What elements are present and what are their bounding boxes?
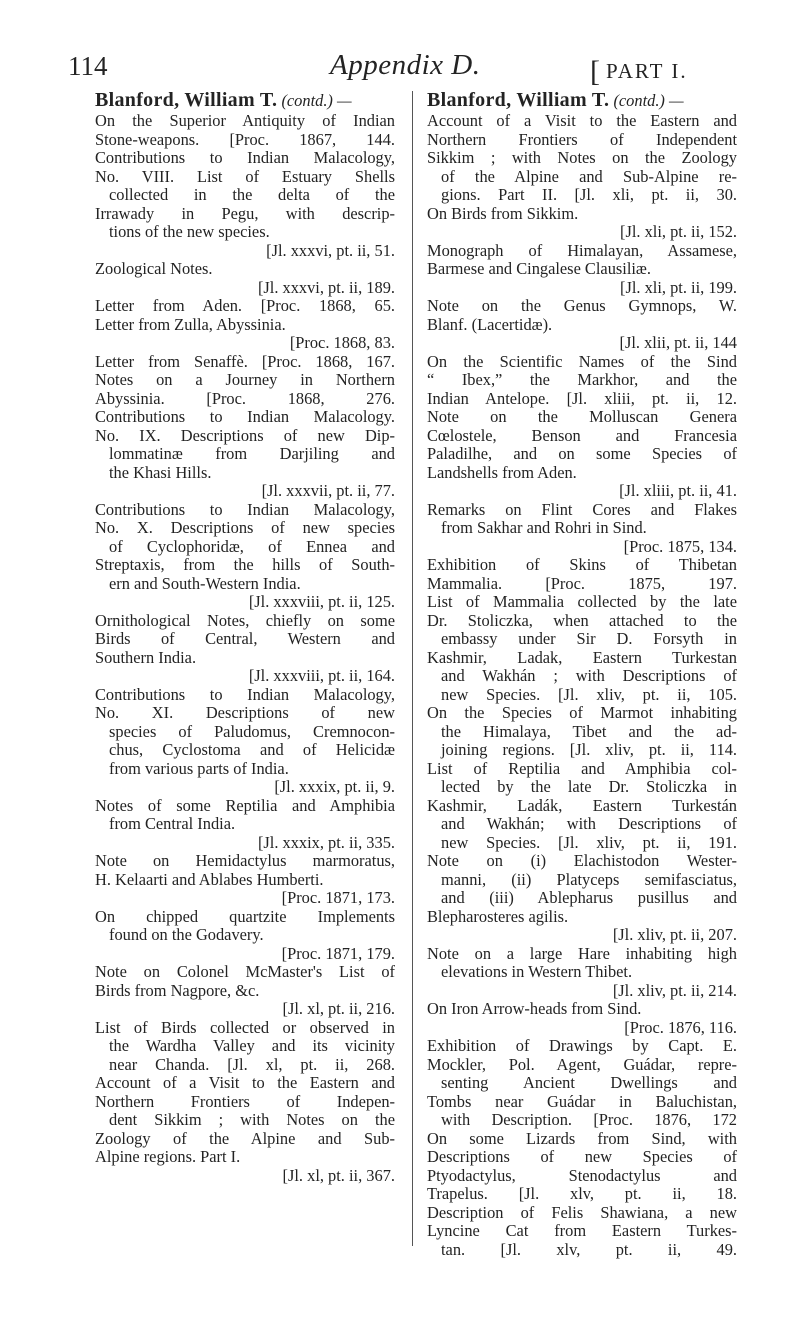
citation-line: [Jl. xliii, pt. ii, 41. xyxy=(619,481,737,500)
entry-line: Barmese and Cingalese Clausiliæ. xyxy=(427,259,651,278)
entry-line: List of Mammalia collected by the late xyxy=(427,592,737,611)
entry-line: near Chanda. [Jl. xl, pt. ii, 268. xyxy=(109,1054,395,1074)
entry-line: Letter from Zulla, Abyssinia. xyxy=(95,314,286,334)
entry-line: Monograph of Himalayan, Assamese, xyxy=(427,240,737,260)
citation-line: [Jl. xli, pt. ii, 199. xyxy=(619,277,737,297)
citation-line: [Jl. xxxviii, pt. ii, 125. xyxy=(248,592,395,611)
part-marker xyxy=(590,52,688,86)
entry-line: new Species. [Jl. xliv, pt. ii, 191. xyxy=(441,832,737,852)
entry-line: No. IX. Descriptions of new Dip- xyxy=(95,425,395,445)
entry-line: Exhibition of Skins of Thibetan xyxy=(427,555,737,574)
entry-line: and Wakhán ; with Descriptions of xyxy=(441,666,737,685)
entry-line: of Cyclophoridæ, of Ennea and xyxy=(109,536,395,556)
entry-line: Blanf. (Lacertidæ). xyxy=(427,314,553,334)
entry-line: Ptyodactylus, Stenodactylus and xyxy=(427,1165,737,1185)
citation-line: [Jl. xl, pt. ii, 367. xyxy=(282,1165,395,1185)
entry-line: Dr. Stoliczka, when attached to the xyxy=(427,610,737,630)
entry-line: Notes on a Journey in Northern xyxy=(95,370,395,389)
right-author-heading xyxy=(427,88,737,112)
entry-line: of the Alpine and Sub-Alpine re- xyxy=(441,166,737,186)
citation-line: [Jl. xli, pt. ii, 152. xyxy=(619,222,737,241)
entry-line: Zoology of the Alpine and Sub- xyxy=(95,1128,395,1148)
entry-line: On the Scientific Names of the Sind xyxy=(427,351,737,371)
entry-line: Alpine regions. Part I. xyxy=(95,1147,241,1166)
author-name: Blanford, William T. xyxy=(427,89,610,111)
entry-line: Note on the Genus Gymnops, W. xyxy=(427,296,737,315)
citation-line: [Jl. xlii, pt. ii, 144 xyxy=(619,333,737,352)
entry-line: Tombs near Guádar in Baluchistan, xyxy=(427,1091,737,1111)
entry-line: with Description. [Proc. 1876, 172 xyxy=(441,1110,737,1129)
entry-line: Contributions to Indian Malacology. xyxy=(95,407,395,426)
entry-line: No. VIII. List of Estuary Shells xyxy=(95,166,395,186)
left-author-heading xyxy=(95,88,395,112)
running-title: Appendix D. xyxy=(330,49,481,81)
entry-line: Birds of Central, Western and xyxy=(95,629,395,648)
entry-line: Paladilhe, and on some Species of xyxy=(427,444,737,463)
entry-line: Exhibition of Drawings by Capt. E. xyxy=(427,1036,737,1055)
author-name: Blanford, William T. xyxy=(95,89,278,111)
citation-line: [Jl. xxxvii, pt. ii, 77. xyxy=(261,481,395,500)
citation-line: [Jl. xxxvi, pt. ii, 189. xyxy=(257,277,395,297)
entry-line: Note on a large Hare inhabiting high xyxy=(427,943,737,963)
entry-line: Northern Frontiers of Independent xyxy=(427,129,737,149)
entry-line: Note on Colonel McMaster's List of xyxy=(95,962,395,981)
entry-line: tions of the new species. xyxy=(109,222,270,241)
entry-line: new Species. [Jl. xliv, pt. ii, 105. xyxy=(441,684,737,704)
entry-line: Cœlostele, Benson and Francesia xyxy=(427,425,737,445)
entry-line: Irrawady in Pegu, with descrip- xyxy=(95,203,395,223)
entry-line: Northern Frontiers of Indepen- xyxy=(95,1091,395,1111)
entry-line: Abyssinia. [Proc. 1868, 276. xyxy=(95,388,395,408)
entry-line: chus, Cyclostoma and of Helicidæ xyxy=(109,740,395,759)
citation-line: [Proc. 1875, 134. xyxy=(623,536,737,556)
entry-line: Indian Antelope. [Jl. xliii, pt. ii, 12. xyxy=(427,388,737,408)
entry-line: manni, (ii) Platyceps semifasciatus, xyxy=(441,869,737,889)
entry-line: On chipped quartzite Implements xyxy=(95,906,395,926)
entry-line: Contributions to Indian Malacology, xyxy=(95,499,395,519)
entry-line: ern and South-Western India. xyxy=(109,573,301,593)
entry-line: On the Superior Antiquity of Indian xyxy=(95,111,395,130)
column-divider xyxy=(412,91,413,1246)
citation-line: [Proc. 1868, 83. xyxy=(289,333,395,352)
contd-label: (contd.) — xyxy=(281,91,352,110)
entry-line: Ornithological Notes, chiefly on some xyxy=(95,610,395,630)
entry-line: Mockler, Pol. Agent, Guádar, repre- xyxy=(427,1054,737,1074)
entry-line: elevations in Western Thibet. xyxy=(441,962,633,981)
part-bracket: [ xyxy=(590,55,602,88)
citation-line: [Jl. xxxviii, pt. ii, 164. xyxy=(248,666,395,685)
entry-line: Kashmir, Ladak, Eastern Turkestan xyxy=(427,647,737,667)
entry-line: On some Lizards from Sind, with xyxy=(427,1128,737,1148)
right-entries xyxy=(427,112,737,1259)
entry-line: On the Species of Marmot inhabiting xyxy=(427,703,737,722)
citation-line: [Jl. xxxix, pt. ii, 335. xyxy=(257,832,395,852)
citation-line: [Jl. xliv, pt. ii, 207. xyxy=(612,925,737,944)
entry-line: species of Paludomus, Cremnocon- xyxy=(109,721,395,741)
entry-line: H. Kelaarti and Ablabes Humberti. xyxy=(95,869,324,889)
entry-line: On Iron Arrow-heads from Sind. xyxy=(427,999,642,1018)
entry-line: Southern India. xyxy=(95,647,197,667)
entry-line: Stone-weapons. [Proc. 1867, 144. xyxy=(95,129,395,149)
entry-line: Note on the Molluscan Genera xyxy=(427,407,737,426)
entry-line: List of Birds collected or observed in xyxy=(95,1017,395,1037)
entry-line: Remarks on Flint Cores and Flakes xyxy=(427,499,737,519)
entry-line: Sikkim ; with Notes on the Zoology xyxy=(427,148,737,167)
entry-line: No. X. Descriptions of new species xyxy=(95,518,395,537)
citation-line: [Jl. xl, pt. ii, 216. xyxy=(282,999,395,1018)
citation-line: [Jl. xliv, pt. ii, 214. xyxy=(612,980,737,1000)
entry-line: Trapelus. [Jl. xlv, pt. ii, 18. xyxy=(427,1184,737,1203)
entry-line: Note on (i) Elachistodon Wester- xyxy=(427,851,737,870)
entry-line: Zoological Notes. xyxy=(95,259,213,278)
entry-line: from Central India. xyxy=(109,814,236,833)
entry-line: Birds from Nagpore, &c. xyxy=(95,980,260,1000)
page-header xyxy=(0,0,800,90)
entry-line: List of Reptilia and Amphibia col- xyxy=(427,758,737,778)
entry-line: gions. Part II. [Jl. xli, pt. ii, 30. xyxy=(441,185,737,204)
entry-line: Blepharosteres agilis. xyxy=(427,906,569,926)
entry-line: the Himalaya, Tibet and the ad- xyxy=(441,721,737,741)
entry-line: lected by the late Dr. Stoliczka in xyxy=(441,777,737,796)
entry-line: Contributions to Indian Malacology, xyxy=(95,148,395,167)
left-entries xyxy=(95,112,395,1185)
entry-line: lommatinæ from Darjiling and xyxy=(109,444,395,463)
citation-line: [Jl. xxxvi, pt. ii, 51. xyxy=(266,240,395,260)
left-column xyxy=(95,88,395,1185)
citation-line: [Proc. 1871, 179. xyxy=(281,943,395,963)
entry-line: Note on Hemidactylus marmoratus, xyxy=(95,851,395,870)
entry-line: Contributions to Indian Malacology, xyxy=(95,684,395,704)
entry-line: and Wakhán; with Descriptions of xyxy=(441,814,737,833)
entry-line: from various parts of India. xyxy=(109,758,289,778)
entry-line: Kashmir, Ladák, Eastern Turkestán xyxy=(427,795,737,815)
entry-line: On Birds from Sikkim. xyxy=(427,203,579,223)
citation-line: [Proc. 1876, 116. xyxy=(624,1017,737,1037)
entry-line: Description of Felis Shawiana, a new xyxy=(427,1202,737,1222)
entry-line: senting Ancient Dwellings and xyxy=(441,1073,737,1092)
entry-line: embassy under Sir D. Forsyth in xyxy=(441,629,737,648)
entry-line: Landshells from Aden. xyxy=(427,462,577,482)
entry-line: collected in the delta of the xyxy=(109,185,395,204)
entry-line: found on the Godavery. xyxy=(109,925,264,944)
entry-line: the Khasi Hills. xyxy=(109,462,212,482)
entry-line: No. XI. Descriptions of new xyxy=(95,703,395,722)
page-number: 114 xyxy=(68,51,108,81)
entry-line: Letter from Aden. [Proc. 1868, 65. xyxy=(95,296,395,315)
entry-line: Streptaxis, from the hills of South- xyxy=(95,555,395,574)
entry-line: Account of a Visit to the Eastern and xyxy=(95,1073,395,1092)
entry-line: Notes of some Reptilia and Amphibia xyxy=(95,795,395,815)
right-column xyxy=(427,88,737,1259)
entry-line: joining regions. [Jl. xliv, pt. ii, 114. xyxy=(441,740,737,759)
entry-line: “ Ibex,” the Markhor, and the xyxy=(427,370,737,389)
citation-line: [Proc. 1871, 173. xyxy=(281,888,395,907)
entry-line: Descriptions of new Species of xyxy=(427,1147,737,1166)
citation-line: [Jl. xxxix, pt. ii, 9. xyxy=(274,777,395,796)
entry-line: Letter from Senaffè. [Proc. 1868, 167. xyxy=(95,351,395,371)
entry-line: and (iii) Ablepharus pusillus and xyxy=(441,888,737,907)
contd-label: (contd.) — xyxy=(613,91,684,110)
entry-line: Lyncine Cat from Eastern Turkes- xyxy=(427,1221,737,1240)
entry-line: tan. [Jl. xlv, pt. ii, 49. xyxy=(441,1239,737,1259)
entry-line: dent Sikkim ; with Notes on the xyxy=(109,1110,395,1129)
entry-line: from Sakhar and Rohri in Sind. xyxy=(441,518,647,537)
entry-line: Account of a Visit to the Eastern and xyxy=(427,111,737,130)
part-label: PART I. xyxy=(606,59,688,83)
entry-line: the Wardha Valley and its vicinity xyxy=(109,1036,395,1055)
entry-line: Mammalia. [Proc. 1875, 197. xyxy=(427,573,737,593)
